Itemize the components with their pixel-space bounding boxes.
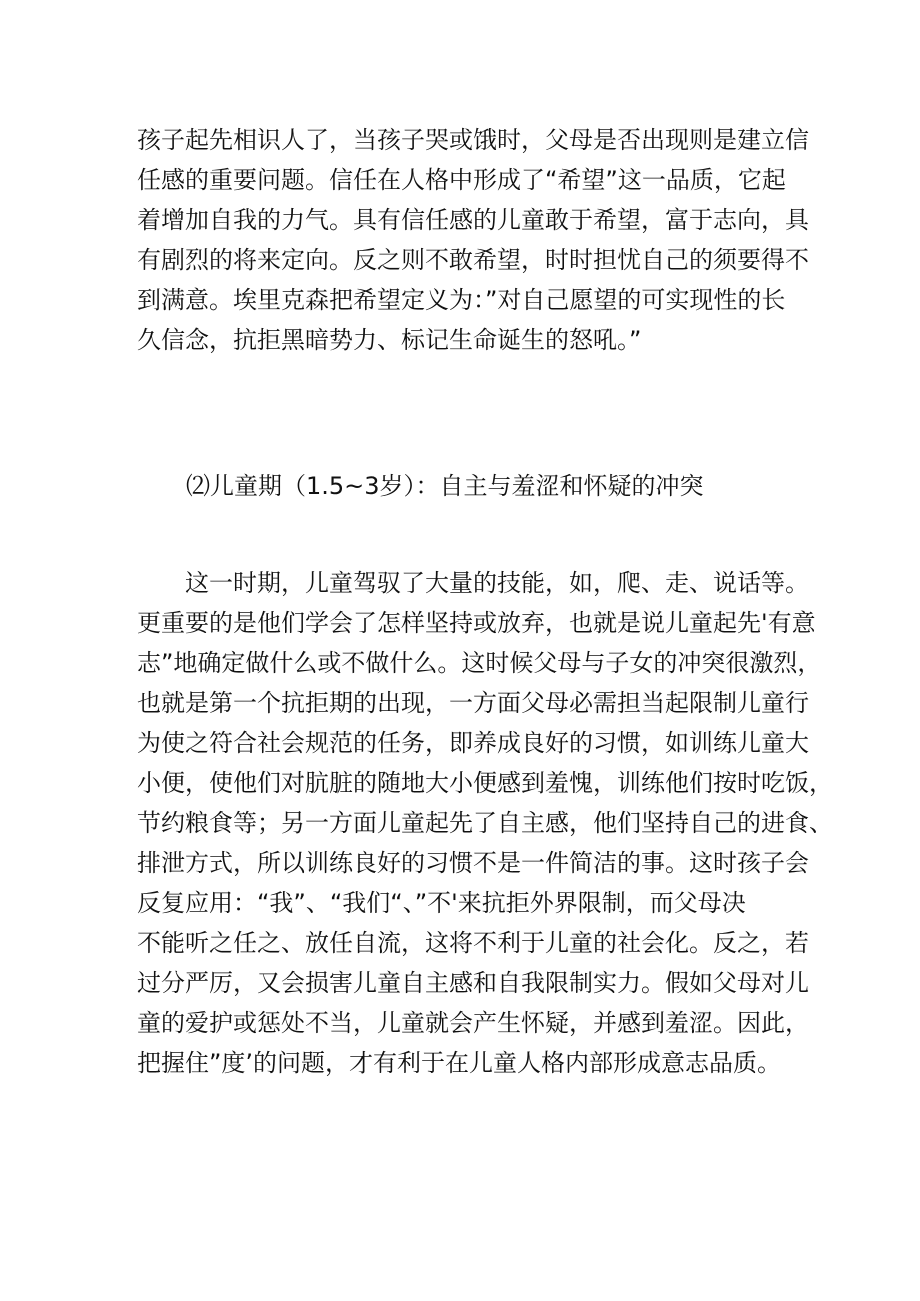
paragraph-early-childhood	[137, 563, 833, 1083]
text-line: 反复应用：“我”、“我们“、”不'来抗拒外界限制，而父母决	[137, 889, 746, 917]
text-line: 童的爱护或惩处不当，儿童就会产生怀疑，并感到羞涩。因此，	[137, 1009, 809, 1037]
text-line: 到满意。埃里克森把希望定义为：”对自己愿望的可实现性的长	[137, 286, 786, 314]
text-line: 更重要的是他们学会了怎样坚持或放弃，也就是说儿童起先'有意	[137, 609, 816, 637]
text-line: 志”地确定做什么或不做什么。这时候父母与子女的冲突很激烈，	[137, 649, 822, 677]
text-line: 为使之符合社会规范的任务，即养成良好的习惯，如训练儿童大	[137, 729, 809, 757]
text-line: 把握住”度’的问题，才有利于在儿童人格内部形成意志品质。	[137, 1049, 782, 1077]
section-heading: ⑵儿童期（1.5~3岁）：自主与羞涩和怀疑的冲突	[186, 472, 704, 500]
paragraph-trust-hope	[137, 120, 809, 360]
text-line: 不能听之任之、放任自流，这将不利于儿童的社会化。反之，若	[137, 929, 809, 957]
text-line: 节约粮食等；另一方面儿童起先了自主感，他们坚持自己的进食、	[137, 809, 833, 837]
text-line: 久信念，抗拒黑暗势力、标记生命诞生的怒吼。”	[137, 326, 642, 354]
text-line: 过分严厉，又会损害儿童自主感和自我限制实力。假如父母对儿	[137, 969, 809, 997]
text-line: 有剧烈的将来定向。反之则不敢希望，时时担忧自己的须要得不	[137, 246, 809, 274]
text-line: 小便，使他们对肮脏的随地大小便感到羞愧，训练他们按时吃饭，	[137, 769, 833, 797]
text-line: 也就是第一个抗拒期的出现，一方面父母必需担当起限制儿童行	[137, 689, 809, 717]
text-line: 排泄方式，所以训练良好的习惯不是一件简洁的事。这时孩子会	[137, 849, 809, 877]
text-line: 孩子起先相识人了，当孩子哭或饿时，父母是否出现则是建立信	[137, 126, 809, 154]
text-line: 着增加自我的力气。具有信任感的儿童敢于希望，富于志向，具	[137, 206, 809, 234]
text-line: 这一时期，儿童驾驭了大量的技能，如，爬、走、说话等。	[185, 569, 809, 597]
text-line: 任感的重要问题。信任在人格中形成了“希望”这一品质，它起	[137, 166, 786, 194]
